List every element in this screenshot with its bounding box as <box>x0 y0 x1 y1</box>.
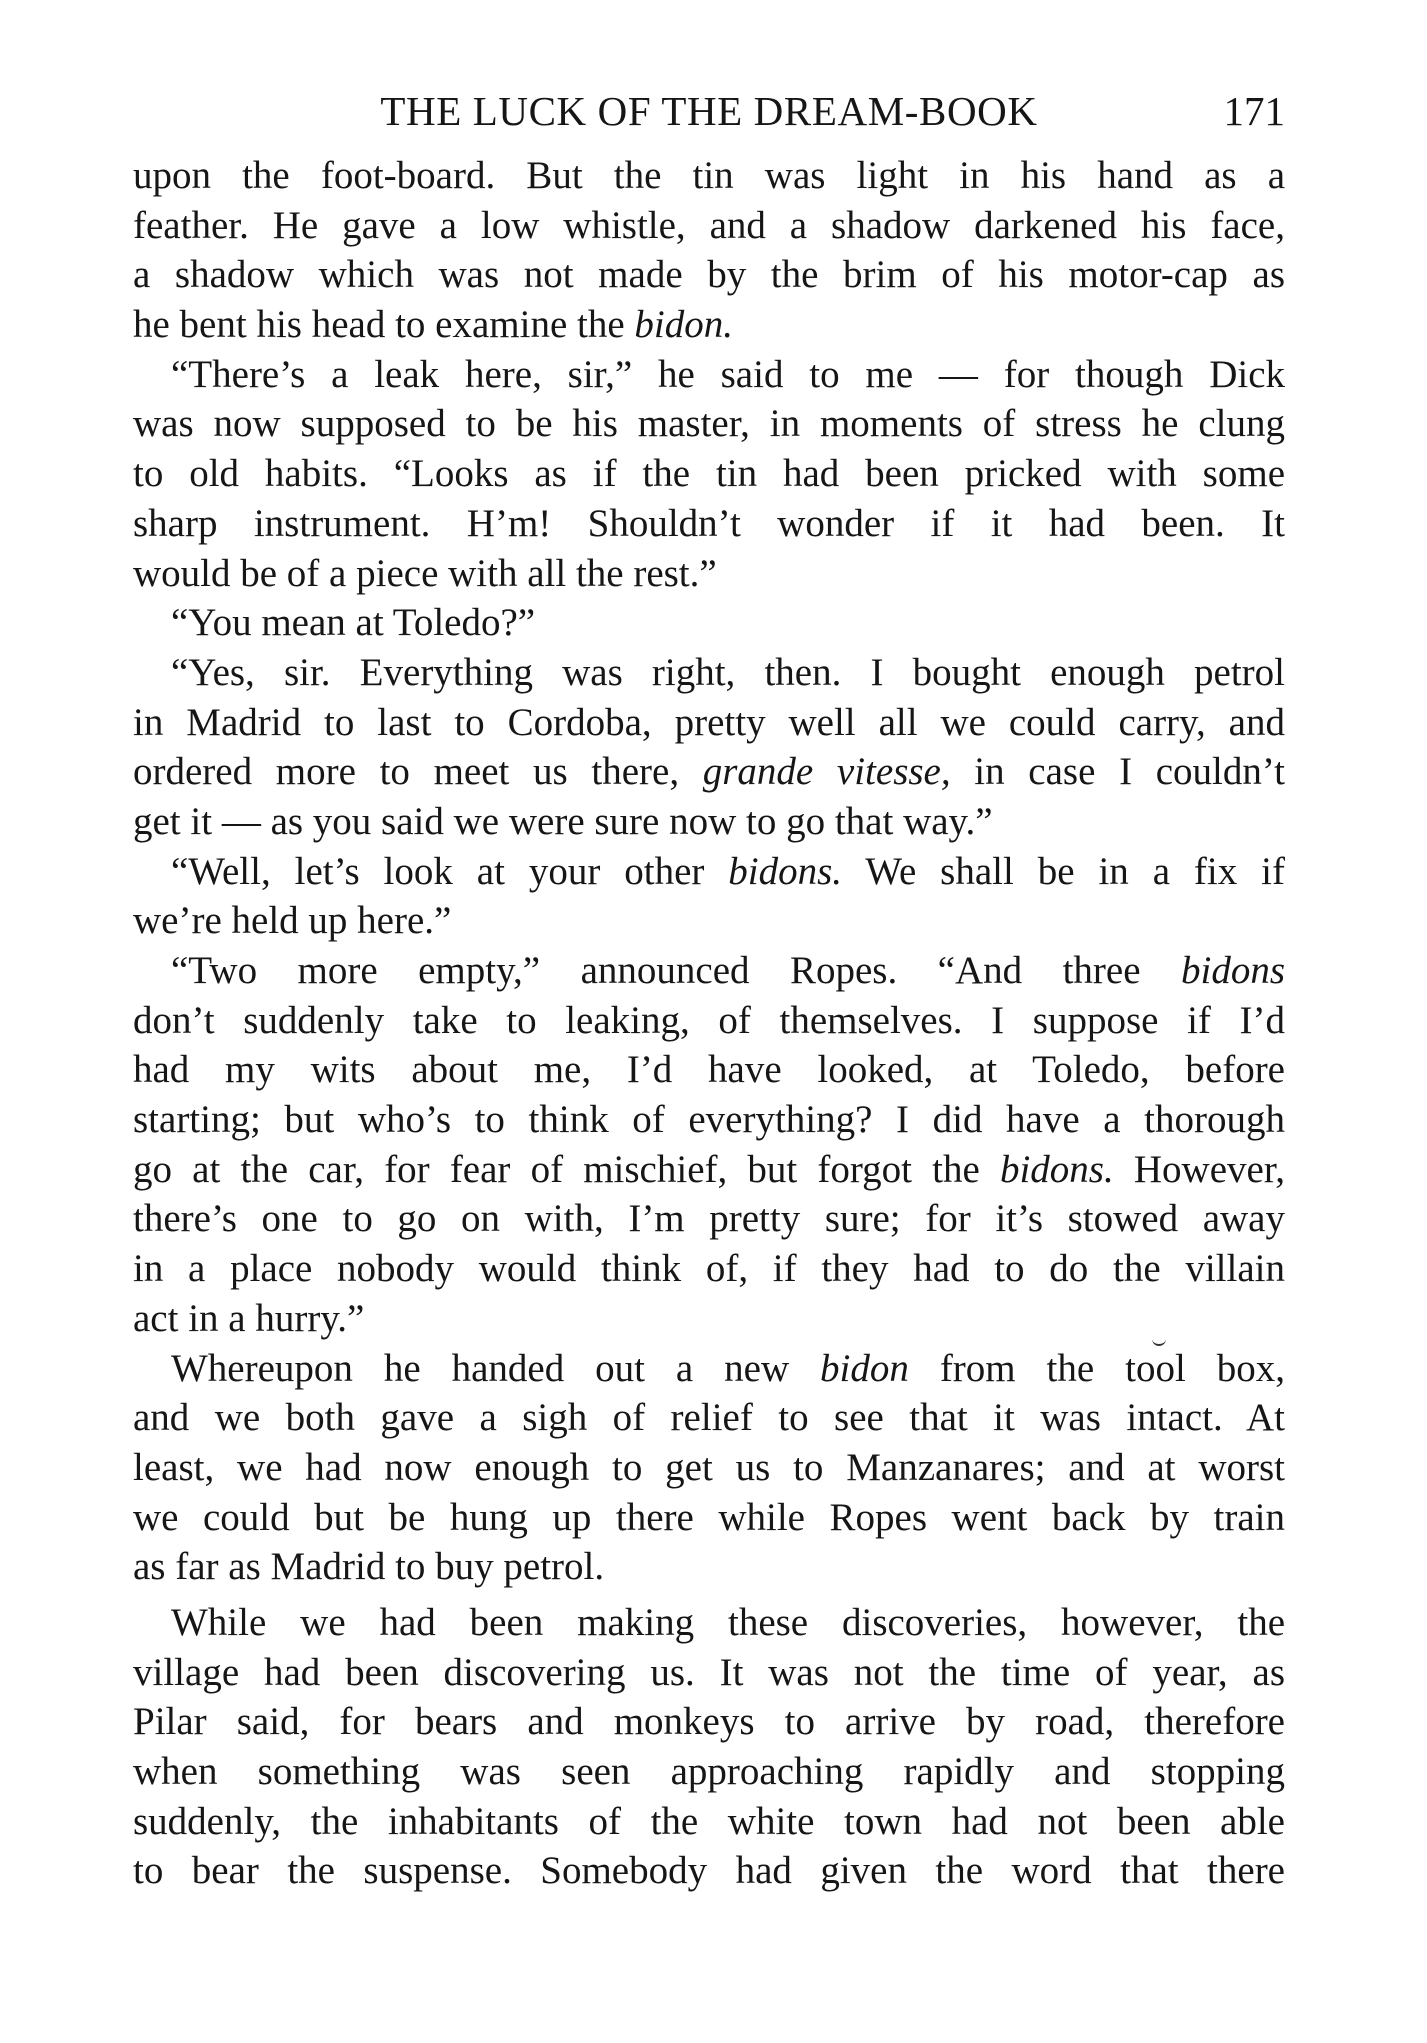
text-line: we’re held up here.” <box>133 899 452 943</box>
text-line: had my wits about me, I’d have looked, at Toledo, before <box>133 1048 1285 1092</box>
text-line <box>133 747 1285 797</box>
text-span: We shall be in a fix if <box>842 849 1285 893</box>
text-span: ordered more to meet us there, <box>133 750 703 794</box>
page-number: 171 <box>1223 88 1285 134</box>
text-line: would be of a piece with all the rest.” <box>133 551 717 595</box>
text-line: get it — as you said we were sure now to go that way.” <box>133 799 993 843</box>
text-line: starting; but who’s to think of everything? I did have a thorough <box>133 1098 1285 1142</box>
text-line <box>133 847 1285 897</box>
text-line: While we had been making these discoveries, however, the <box>171 1600 1285 1644</box>
italic-text: bidon. <box>634 303 734 347</box>
italic-text: bidons. <box>999 1147 1114 1191</box>
text-line: least, we had now enough to get us to Manzanares; and at worst <box>133 1445 1285 1489</box>
text-line: upon the foot-board. But the tin was light in his hand as a <box>133 154 1285 197</box>
text-line: and we both gave a sigh of relief to see that it was intact. At <box>133 1396 1285 1440</box>
text-line: in a place nobody would think of, if they had to do the villain <box>133 1247 1285 1291</box>
text-line: as far as Madrid to buy petrol. <box>133 1545 605 1589</box>
italic-text: bidons. <box>728 849 843 893</box>
text-line: suddenly, the inhabitants of the white town had not been able <box>133 1799 1285 1843</box>
italic-text: grande vitesse, <box>702 750 951 794</box>
body-text <box>133 151 1285 1896</box>
italic-text: bidon <box>820 1346 909 1390</box>
text-line: to old habits. “Looks as if the tin had been pricked with some <box>133 452 1285 496</box>
text-span: he bent his head to examine the <box>133 303 635 347</box>
text-line: feather. He gave a low whistle, and a shadow darkened his face, <box>133 203 1285 247</box>
text-line <box>133 300 1285 350</box>
text-span: in case I couldn’t <box>950 750 1285 794</box>
text-line: in Madrid to last to Cordoba, pretty well all we could carry, and <box>133 700 1285 744</box>
text-line: there’s one to go on with, I’m pretty sure; for it’s stowed away <box>133 1197 1285 1241</box>
text-line: we could but be hung up there while Ropes went back by train <box>133 1495 1285 1539</box>
running-title: THE LUCK OF THE DREAM-BOOK <box>380 88 1038 134</box>
text-line: was now supposed to be his master, in moments of stress he clung <box>133 402 1285 446</box>
text-line: a shadow which was not made by the brim of his motor-cap as <box>133 253 1285 297</box>
text-line: act in a hurry.” <box>133 1296 365 1340</box>
running-head <box>133 83 1285 143</box>
text-line <box>133 1344 1285 1394</box>
text-line: “There’s a leak here, sir,” he said to me — for though Dick <box>171 352 1285 396</box>
text-span: However, <box>1113 1147 1285 1191</box>
text-span: “Well, let’s look at your other <box>171 849 729 893</box>
text-line: sharp instrument. H’m! Shouldn’t wonder if it had been. It <box>133 501 1285 545</box>
text-line: “Yes, sir. Everything was right, then. I bought enough petrol <box>171 650 1285 694</box>
text-line: to bear the suspense. Somebody had given the word that there <box>133 1849 1285 1893</box>
text-line: “You mean at Toledo?” <box>171 601 536 645</box>
text-span: go at the car, for fear of mischief, but forgot the <box>133 1147 1000 1191</box>
italic-text: bidons <box>1180 949 1285 992</box>
text-span: Whereupon he handed out a new <box>171 1346 821 1390</box>
text-line: Pilar said, for bears and monkeys to arrive by road, therefore <box>133 1700 1285 1744</box>
text-line <box>133 946 1285 996</box>
text-span: from the tool box, <box>908 1346 1285 1390</box>
text-line: when something was seen approaching rapidly and stopping <box>133 1750 1285 1793</box>
text-span: “Two more empty,” announced Ropes. “And three <box>171 949 1181 992</box>
text-line <box>133 1145 1285 1195</box>
text-line: don’t suddenly take to leaking, of themselves. I suppose if I’d <box>133 998 1285 1042</box>
text-line: village had been discovering us. It was not the time of year, as <box>133 1650 1285 1694</box>
